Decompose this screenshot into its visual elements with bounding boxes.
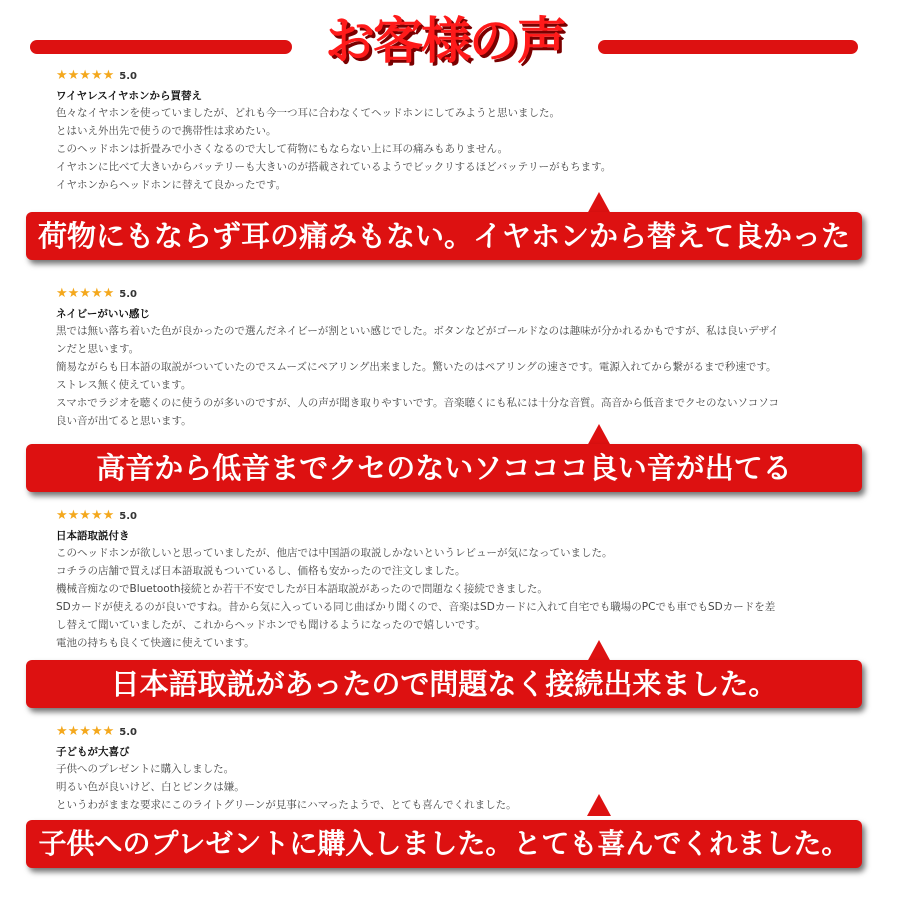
- star-rating-icon: ★★★★★: [56, 286, 115, 301]
- callout-pointer: [587, 192, 611, 214]
- callout-text: 日本語取説があったので問題なく接続出来ました。: [110, 667, 778, 701]
- review-title: ワイヤレスイヤホンから買替え: [56, 90, 203, 102]
- review-text-line: スマホでラジオを聴くのに使うのが多いのですが、人の声が聞き取りやすいです。音楽聴くにも私には十分な音質。高音から低音までクセのないソコソコ: [56, 397, 780, 409]
- callout-text: 荷物にもならず耳の痛みもない。イヤホンから替えて良かった: [37, 219, 850, 253]
- rating-row: [56, 286, 856, 302]
- review-text-line: 良い音が出てると思います。: [56, 415, 192, 427]
- review-text-line: というわがままな要求にこのライトグリーンが見事にハマったようで、とても喜んでくれました。: [56, 799, 517, 811]
- review-text-line: コチラの店舗で買えば日本語取説もついているし、価格も安かったので注文しました。: [56, 565, 466, 577]
- review-text-line: このヘッドホンが欲しいと思っていましたが、他店では中国語の取説しかないというレビューが気になっていました。: [56, 547, 613, 559]
- review-text-line: ストレス無く使えています。: [56, 379, 192, 391]
- star-rating-icon: ★★★★★: [56, 508, 115, 523]
- page-header: [0, 0, 900, 75]
- rating-score: 5.0: [119, 70, 137, 82]
- page-title: お客様の声: [325, 12, 565, 70]
- review-text-line: 黒では無い落ち着いた色が良かったので選んだネイビーが割といい感じでした。ボタンなどがゴールドなのは趣味が分かれるかもですが、私は良いデザイ: [56, 325, 779, 337]
- callout-text: 子供へのプレゼントに購入しました。とても喜んでくれました。: [38, 827, 850, 860]
- review-text-line: ンだと思います。: [56, 343, 140, 355]
- callout-bubble: [26, 660, 862, 708]
- rating-score: 5.0: [119, 726, 137, 738]
- review-text-line: 機械音痴なのでBluetooth接続とか若干不安でしたが日本語取説があったので問題なく接続できました。: [56, 583, 548, 595]
- callout-pointer: [587, 424, 611, 446]
- review-text-line: このヘッドホンは折畳みで小さくなるので大して荷物にもならない上に耳の痛みもありません。: [56, 143, 509, 155]
- header-right-rule: [598, 40, 858, 54]
- rating-row: [56, 724, 856, 740]
- star-rating-icon: ★★★★★: [56, 724, 115, 739]
- review-card-2: [56, 286, 856, 430]
- callout-pointer: [587, 640, 611, 662]
- star-rating-icon: ★★★★★: [56, 68, 115, 83]
- review-title: ネイビーがいい感じ: [56, 308, 150, 320]
- review-text-line: イヤホンに比べて大きいからバッテリーも大きいのが搭載されているようでビックリするほどバッテリーがもちます。: [56, 161, 612, 173]
- review-text-line: イヤホンからヘッドホンに替えて良かったです。: [56, 179, 287, 191]
- review-text-line: SDカードが使えるのが良いですね。昔から気に入っている同じ曲ばかり聞くので、音楽はSDカードに入れて自宅でも職場のPCでも車でもSDカードを差: [56, 601, 776, 613]
- review-card-4: [56, 724, 856, 814]
- callout-bubble: [26, 820, 862, 868]
- review-text-line: し替えて聞いていましたが、これからヘッドホンでも聞けるようになったので嬉しいです。: [56, 619, 486, 631]
- review-card-1: [56, 68, 856, 194]
- review-text-line: 簡易ながらも日本語の取説がついていたのでスムーズにペアリング出来ました。驚いたのはペアリングの速さです。電源入れてから繋がるまで秒速です。: [56, 361, 777, 373]
- review-title: 子どもが大喜び: [56, 746, 130, 758]
- review-text-line: とはいえ外出先で使うので携帯性は求めたい。: [56, 125, 277, 137]
- review-text-line: 電池の持ちも良くて快適に使えています。: [56, 637, 255, 649]
- rating-row: [56, 508, 856, 524]
- review-text-line: 明るい色が良いけど、白とピンクは嫌。: [56, 781, 245, 793]
- callout-bubble: [26, 212, 862, 260]
- callout-text: 高音から低音までクセのないソコココ良い音が出てる: [96, 451, 792, 485]
- review-card-3: [56, 508, 856, 652]
- rating-row: [56, 68, 856, 84]
- review-text-line: 子供へのプレゼントに購入しました。: [56, 763, 235, 775]
- review-text-line: 色々なイヤホンを使っていましたが、どれも今一つ耳に合わなくてヘッドホンにしてみようと思いました。: [56, 107, 560, 119]
- rating-score: 5.0: [119, 510, 137, 522]
- callout-pointer: [587, 794, 611, 816]
- header-left-rule: [30, 40, 292, 54]
- review-title: 日本語取説付き: [56, 530, 130, 542]
- rating-score: 5.0: [119, 288, 137, 300]
- callout-bubble: [26, 444, 862, 492]
